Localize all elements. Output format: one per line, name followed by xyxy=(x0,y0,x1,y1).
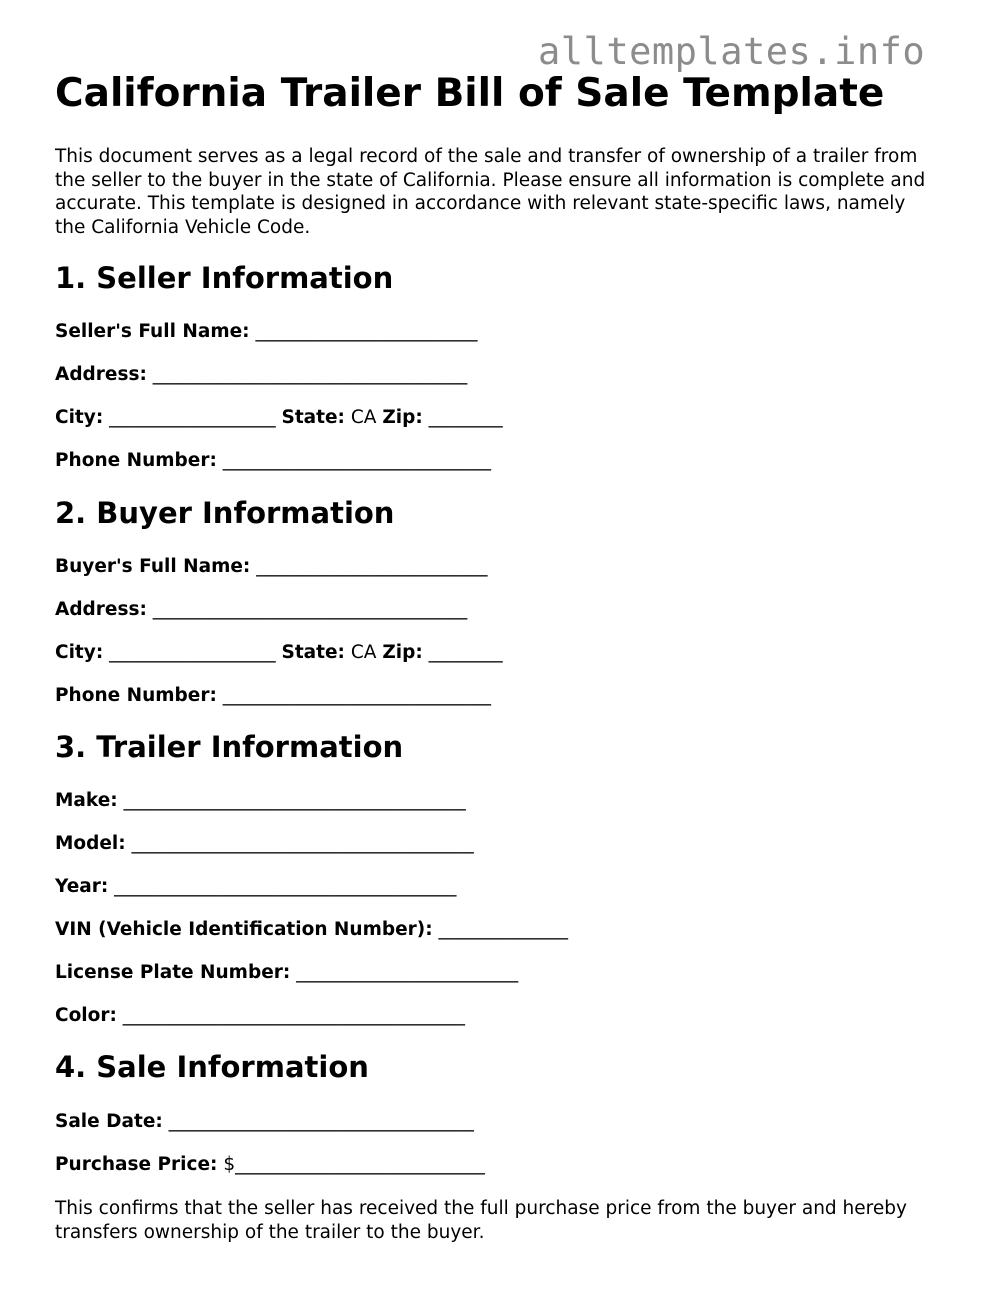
purchase-price-line[interactable]: ___________________________ xyxy=(235,1154,485,1175)
purchase-price-field[interactable] xyxy=(55,1153,485,1177)
sale-date-label: Sale Date: xyxy=(55,1111,163,1132)
buyer-section-heading: 2. Buyer Information xyxy=(55,496,395,530)
seller-zip-label: Zip: xyxy=(382,407,423,428)
seller-phone-blank[interactable]: _____________________________ xyxy=(222,450,491,471)
trailer-plate-label: License Plate Number: xyxy=(55,962,291,983)
trailer-year-label: Year: xyxy=(55,876,109,897)
buyer-city-blank[interactable]: __________________ xyxy=(109,642,276,663)
seller-state-value: CA xyxy=(350,407,377,428)
seller-city-label: City: xyxy=(55,407,104,428)
intro-paragraph: This document serves as a legal record of the sale and transfer of ownership of a trailer from the seller to the buyer in the state of California. Please ensure all information is complete and accurate. This template is designed in accordance with relevant state-specific laws, namely the California Vehicle Code. xyxy=(55,146,926,238)
trailer-color-blank[interactable]: _____________________________________ xyxy=(122,1005,465,1026)
seller-address-blank[interactable]: __________________________________ xyxy=(152,364,468,385)
page-title: California Trailer Bill of Sale Template xyxy=(55,71,885,116)
buyer-address-field[interactable] xyxy=(55,598,467,622)
buyer-phone-field[interactable] xyxy=(55,684,491,708)
buyer-city-state-zip-field xyxy=(55,641,503,665)
trailer-section-heading: 3. Trailer Information xyxy=(55,730,404,764)
seller-state-label: State: xyxy=(281,407,345,428)
trailer-plate-blank[interactable]: ________________________ xyxy=(296,962,519,983)
buyer-zip-label: Zip: xyxy=(382,642,423,663)
trailer-model-label: Model: xyxy=(55,833,126,854)
seller-city-state-zip-field xyxy=(55,406,503,430)
seller-phone-label: Phone Number: xyxy=(55,450,217,471)
trailer-make-label: Make: xyxy=(55,790,118,811)
trailer-make-blank[interactable]: _____________________________________ xyxy=(123,790,466,811)
buyer-full-name-label: Buyer's Full Name: xyxy=(55,556,251,577)
buyer-full-name-field[interactable] xyxy=(55,555,487,579)
buyer-phone-label: Phone Number: xyxy=(55,685,217,706)
closing-statement: This confirms that the seller has received the full purchase price from the buyer and hereby transfers ownership of the trailer to the buyer. xyxy=(55,1198,907,1243)
buyer-state-value: CA xyxy=(350,642,377,663)
buyer-state-label: State: xyxy=(281,642,345,663)
trailer-color-label: Color: xyxy=(55,1005,117,1026)
buyer-full-name-blank[interactable]: _________________________ xyxy=(256,556,488,577)
currency-symbol: $ xyxy=(223,1154,236,1175)
trailer-model-blank[interactable]: _____________________________________ xyxy=(131,833,474,854)
trailer-plate-field[interactable] xyxy=(55,961,518,985)
seller-full-name-blank[interactable]: ________________________ xyxy=(255,321,478,342)
trailer-vin-label: VIN (Vehicle Identification Number): xyxy=(55,919,433,940)
buyer-zip-blank[interactable]: ________ xyxy=(428,642,503,663)
buyer-city-label: City: xyxy=(55,642,104,663)
sale-section-heading: 4. Sale Information xyxy=(55,1050,369,1084)
seller-full-name-field[interactable] xyxy=(55,320,477,344)
buyer-address-blank[interactable]: __________________________________ xyxy=(152,599,468,620)
seller-section-heading: 1. Seller Information xyxy=(55,261,394,295)
seller-phone-field[interactable] xyxy=(55,449,491,473)
seller-zip-blank[interactable]: ________ xyxy=(428,407,503,428)
sale-date-blank[interactable]: _________________________________ xyxy=(168,1111,474,1132)
trailer-make-field[interactable] xyxy=(55,789,466,813)
purchase-price-label: Purchase Price: xyxy=(55,1154,218,1175)
trailer-vin-blank[interactable]: ______________ xyxy=(438,919,569,940)
seller-full-name-label: Seller's Full Name: xyxy=(55,321,250,342)
trailer-year-field[interactable] xyxy=(55,875,456,899)
trailer-vin-field[interactable] xyxy=(55,918,568,942)
buyer-phone-blank[interactable]: _____________________________ xyxy=(222,685,491,706)
trailer-year-blank[interactable]: _____________________________________ xyxy=(114,876,457,897)
seller-city-blank[interactable]: __________________ xyxy=(109,407,276,428)
seller-address-label: Address: xyxy=(55,364,147,385)
trailer-model-field[interactable] xyxy=(55,832,474,856)
trailer-color-field[interactable] xyxy=(55,1004,465,1028)
purchase-price-blank[interactable] xyxy=(223,1154,485,1175)
buyer-address-label: Address: xyxy=(55,599,147,620)
seller-address-field[interactable] xyxy=(55,363,467,387)
sale-date-field[interactable] xyxy=(55,1110,474,1134)
watermark: alltemplates.info xyxy=(538,30,926,73)
